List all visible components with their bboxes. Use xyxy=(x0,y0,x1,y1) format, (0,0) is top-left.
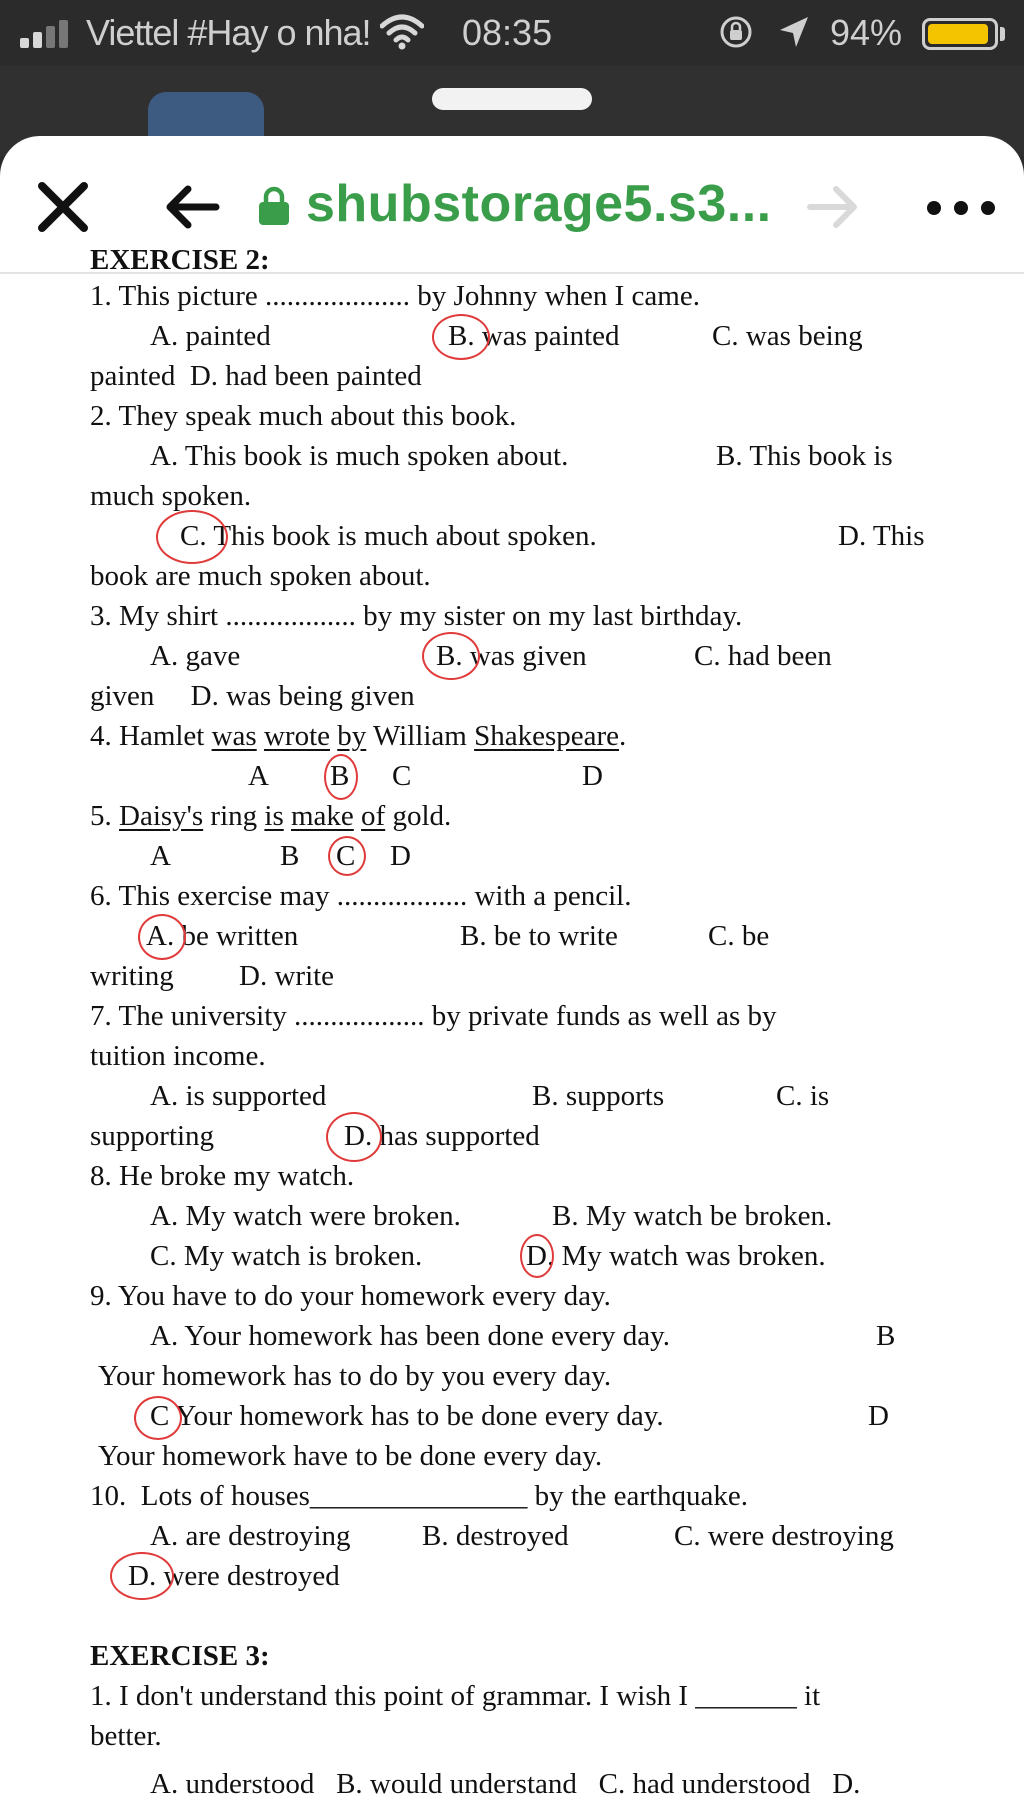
q5-word-b: is xyxy=(264,800,284,832)
browser-sheet xyxy=(0,136,1024,1817)
q8-option-d: D. My watch was broken. xyxy=(526,1240,826,1272)
battery-cap xyxy=(1000,27,1005,41)
q3-stem: 3. My shirt .................. by my sister on my last birthday. xyxy=(90,600,743,632)
q4-word-a: was xyxy=(211,720,257,752)
q4-word-c: by xyxy=(337,720,367,752)
q8-stem: 8. He broke my watch. xyxy=(90,1160,355,1192)
document-content xyxy=(0,244,1024,1817)
q1-wrap: painted D. had been painted xyxy=(90,360,422,392)
battery-level-fill xyxy=(928,24,988,44)
q5-sentence xyxy=(90,800,451,833)
q10-stem: 10. Lots of houses_______________ by the earthquake. xyxy=(90,1480,749,1512)
q10-option-d: D. were destroyed xyxy=(128,1560,340,1592)
status-bar xyxy=(0,0,1024,66)
q5-mid: ring xyxy=(203,800,265,832)
q5-suffix: gold. xyxy=(385,800,452,832)
exercise2-title: EXERCISE 2: xyxy=(90,244,270,276)
url-bar[interactable]: shubstorage5.s3... xyxy=(306,175,772,233)
q4-suffix: . xyxy=(619,720,627,752)
q8-option-c: C. My watch is broken. xyxy=(150,1240,423,1272)
sheet-grabber[interactable] xyxy=(432,88,592,110)
cellular-signal-icon xyxy=(20,18,72,48)
q2-option-b: B. This book is xyxy=(716,440,893,472)
q9-stem: 9. You have to do your homework every day. xyxy=(90,1280,611,1312)
q6-option-b: B. be to write xyxy=(460,920,618,952)
q5-prefix: 5. xyxy=(90,800,119,832)
q7-option-c: C. is xyxy=(776,1080,830,1112)
q2-option-d: D. This xyxy=(838,520,925,552)
forward-arrow-icon[interactable] xyxy=(806,184,860,230)
q9-wrap1: Your homework has to do by you every day. xyxy=(98,1360,612,1392)
q6-stem: 6. This exercise may .................. with a pencil. xyxy=(90,880,632,912)
q1-option-b: B. was painted xyxy=(448,320,620,352)
ex3-q1-wrap: better. xyxy=(90,1720,162,1752)
status-time: 08:35 xyxy=(462,12,553,53)
carrier-name: Viettel #Hay o nha! xyxy=(86,12,371,53)
q9-option-a: A. Your homework has been done every day. xyxy=(150,1320,671,1352)
q6-option-a: A. be written xyxy=(146,920,299,952)
q5-word-d: of xyxy=(361,800,386,832)
q10-option-a: A. are destroying xyxy=(150,1520,351,1552)
q7-option-a: A. is supported xyxy=(150,1080,327,1112)
q4-label-a: A xyxy=(248,760,269,792)
location-arrow-icon xyxy=(778,14,810,50)
ex3-q1-options: A. understood B. would understand C. had understood D. xyxy=(150,1768,861,1800)
battery-percent: 94% xyxy=(830,12,903,53)
q9-option-b: B xyxy=(876,1320,896,1352)
q7-wrap1: tuition income. xyxy=(90,1040,266,1072)
q7-wrap2: supporting xyxy=(90,1120,215,1152)
lock-icon xyxy=(258,186,290,226)
q2-option-a: A. This book is much spoken about. xyxy=(150,440,569,472)
q5-label-a: A xyxy=(150,840,171,872)
q4-mid: William xyxy=(366,720,475,752)
close-icon[interactable] xyxy=(36,180,90,234)
q5-word-a: Daisy's xyxy=(119,800,204,832)
q4-sentence xyxy=(90,720,626,753)
q5-label-c: C xyxy=(336,840,356,872)
q7-option-b: B. supports xyxy=(532,1080,665,1112)
q4-word-b: wrote xyxy=(263,720,330,752)
q4-prefix: 4. Hamlet xyxy=(90,720,212,752)
q10-option-c: C. were destroying xyxy=(674,1520,894,1552)
q2-wrap2: book are much spoken about. xyxy=(90,560,431,592)
q1-option-c: C. was being xyxy=(712,320,863,352)
q3-option-b: B. was given xyxy=(436,640,587,672)
q5-word-c: make xyxy=(290,800,354,832)
q4-label-c: C xyxy=(392,760,412,792)
more-icon[interactable] xyxy=(926,200,996,216)
q4-word-d: Shakespeare xyxy=(474,720,620,752)
q1-option-a: A. painted xyxy=(150,320,271,352)
q9-option-c: C Your homework has to be done every day. xyxy=(150,1400,664,1432)
q7-option-d: D. has supported xyxy=(344,1120,540,1152)
q4-label-d: D xyxy=(582,760,603,792)
q9-wrap2: Your homework have to be done every day. xyxy=(98,1440,603,1472)
exercise3-title: EXERCISE 3: xyxy=(90,1640,270,1672)
q5-label-b: B xyxy=(280,840,300,872)
q10-option-b: B. destroyed xyxy=(422,1520,569,1552)
q3-option-a: A. gave xyxy=(150,640,241,672)
q8-option-b: B. My watch be broken. xyxy=(552,1200,833,1232)
q2-option-c: C. This book is much about spoken. xyxy=(180,520,597,552)
q4-label-b: B xyxy=(330,760,350,792)
q3-option-c: C. had been xyxy=(694,640,832,672)
q2-stem: 2. They speak much about this book. xyxy=(90,400,517,432)
q1-stem: 1. This picture .................... by Johnny when I came. xyxy=(90,280,700,312)
q6-option-c: C. be xyxy=(708,920,770,952)
back-arrow-icon[interactable] xyxy=(164,184,220,230)
q5-label-d: D xyxy=(390,840,411,872)
q9-option-d: D xyxy=(868,1400,889,1432)
q3-wrap: given D. was being given xyxy=(90,680,415,712)
q2-wrap1: much spoken. xyxy=(90,480,252,512)
rotation-lock-icon xyxy=(718,14,754,50)
q7-stem: 7. The university .................. by private funds as well as by xyxy=(90,1000,777,1032)
wifi-icon xyxy=(380,14,424,50)
battery-icon xyxy=(922,18,998,50)
ex3-q1-stem: 1. I don't understand this point of grammar. I wish I _______ it xyxy=(90,1680,821,1712)
q6-wrap: writing D. write xyxy=(90,960,335,992)
q8-option-a: A. My watch were broken. xyxy=(150,1200,461,1232)
